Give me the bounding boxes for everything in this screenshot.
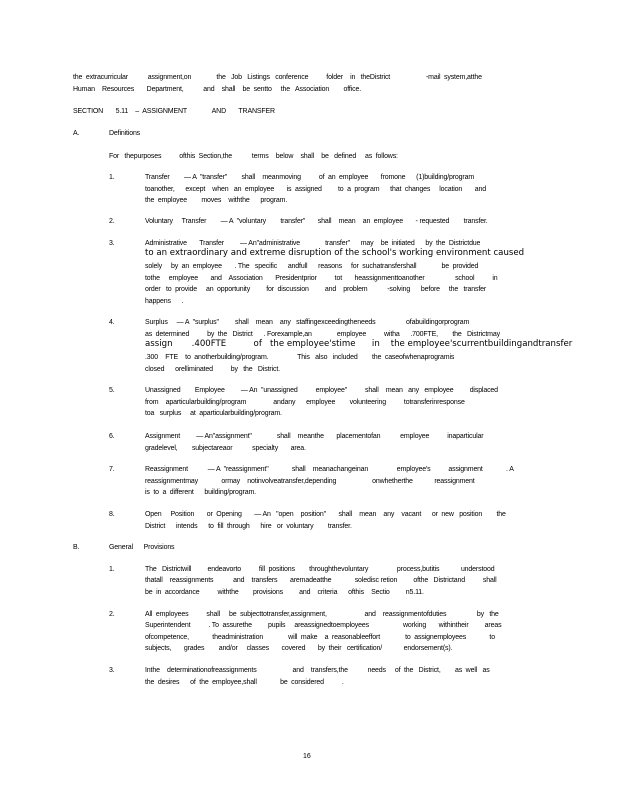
item-line: Open Position or Opening — An "open position" shall mean any vacant or new position the (145, 511, 506, 518)
item-line: the employee moves withthe program. (145, 197, 288, 204)
intro-line-2: Human Resources Department, and shall be sentto the Association office. (73, 86, 362, 93)
item-line: tothe employee and Association Presidentprior tot heassignmenttoanother school in (145, 275, 498, 282)
item-line: thatall reassignments and transfers aremadeatthe soledisc retion ofthe Districtand shall (145, 577, 497, 584)
item-line: .300 FTE to anotherbuilding/program. This also included the caseofwhenaprogramis (145, 354, 455, 361)
item-line: Assignment — An"assignment" shall meanthe placementofan employee inaparticular (145, 433, 484, 440)
item-line: Voluntary Transfer — A "voluntary transfer" shall mean an employee - requested transfer. (145, 218, 488, 225)
item-line: assign .400FTE of the employee'stime in the employee'scurrentbuildingandtransfer (145, 339, 573, 349)
part-b-label: B. (73, 544, 80, 551)
item-line: toa surplus at aparticularbuilding/program. (145, 410, 282, 417)
item-line: happens . (145, 298, 184, 305)
item-line: Surplus — A "surplus" shall mean any staffingexceedingtheneeds ofabuildingorprogram (145, 319, 470, 326)
item-number: 8. (109, 511, 115, 518)
item-line: Inthe determinationofreassignments and transfers,the needs of the District, as well as (145, 667, 490, 674)
item-line: solely by an employee . The specific andfull reasons for suchatransfershall be provided (145, 263, 479, 270)
item-line: gradelevel, subjectareaor specialty area. (145, 445, 306, 452)
item-number: 5. (109, 387, 115, 394)
item-line: from aparticularbuilding/program andany employee volunteering totransferinresponse (145, 399, 465, 406)
part-b-title: General Provisions (109, 544, 175, 551)
item-number: 1. (109, 174, 115, 181)
item-line: closed orelliminated by the District. (145, 366, 280, 373)
item-line: order to provide an opportunity for discussion and problem -solving before the transfer (145, 286, 487, 293)
item-number: 1. (109, 566, 115, 573)
item-line: reassignmentmay ormay notinvolveatransfer,depending onwhetherthe reassignment (145, 478, 475, 485)
item-number: 7. (109, 466, 115, 473)
part-a-title: Definitions (109, 130, 141, 137)
item-number: 2. (109, 218, 115, 225)
item-line: to an extraordinary and extreme disruption of the school's working environment caused (145, 248, 525, 258)
item-line: toanother, except when an employee is assigned to a program that changes location and (145, 186, 486, 193)
intro-line-1: the extracurricular assignment,on the Job Listings conference folder in theDistrict -mail system,atthe (73, 74, 482, 81)
item-line: Superintendent . To assurethe pupils areassignedtoemployees working withintheir areas (145, 622, 502, 629)
item-line: as determined by the District . Forexample,an employee witha .700FTE, the Districtmay (145, 331, 500, 338)
item-line: is to a different building/program. (145, 489, 256, 496)
item-line: The Districtwill endeavorto fill positions throughthevoluntary process,butitis understood (145, 566, 495, 573)
item-line: Administrative Transfer — An"administrative transfer" may be initiated by the Districtdue (145, 240, 481, 247)
part-a-intro: For thepurposes ofthis Section,the terms below shall be defined as follows: (109, 153, 398, 160)
item-line: Reassignment — A "reassignment" shall meanachangeinan employee's assignment . A (145, 466, 514, 473)
item-line: be in accordance withthe provisions and criteria ofthis Sectio n5.11. (145, 589, 424, 596)
item-line: Unassigned Employee — An "unassigned employee" shall mean any employee displaced (145, 387, 498, 394)
item-number: 6. (109, 433, 115, 440)
item-line: All employees shall be subjecttotransfer,assignment, and reassignmentofduties by the (145, 611, 499, 618)
section-heading: SECTION 5.11 – ASSIGNMENT AND TRANSFER (73, 108, 275, 115)
part-a-label: A. (73, 130, 80, 137)
item-number: 3. (109, 240, 115, 247)
item-line: Transfer — A "transfer" shall meanmoving of an employee fromone (1)building/program (145, 174, 475, 181)
item-line: District intends to fill through hire or voluntary transfer. (145, 523, 352, 530)
item-number: 4. (109, 319, 115, 326)
item-line: the desires of the employee,shall be considered . (145, 679, 344, 686)
item-line: ofcompetence, theadministration will make a reasonableeffort to assignemployees to (145, 634, 495, 641)
item-number: 3. (109, 667, 115, 674)
item-line: subjects, grades and/or classes covered by their certification/ endorsement(s). (145, 645, 453, 652)
item-number: 2. (109, 611, 115, 618)
page-number: 16 (303, 753, 311, 760)
